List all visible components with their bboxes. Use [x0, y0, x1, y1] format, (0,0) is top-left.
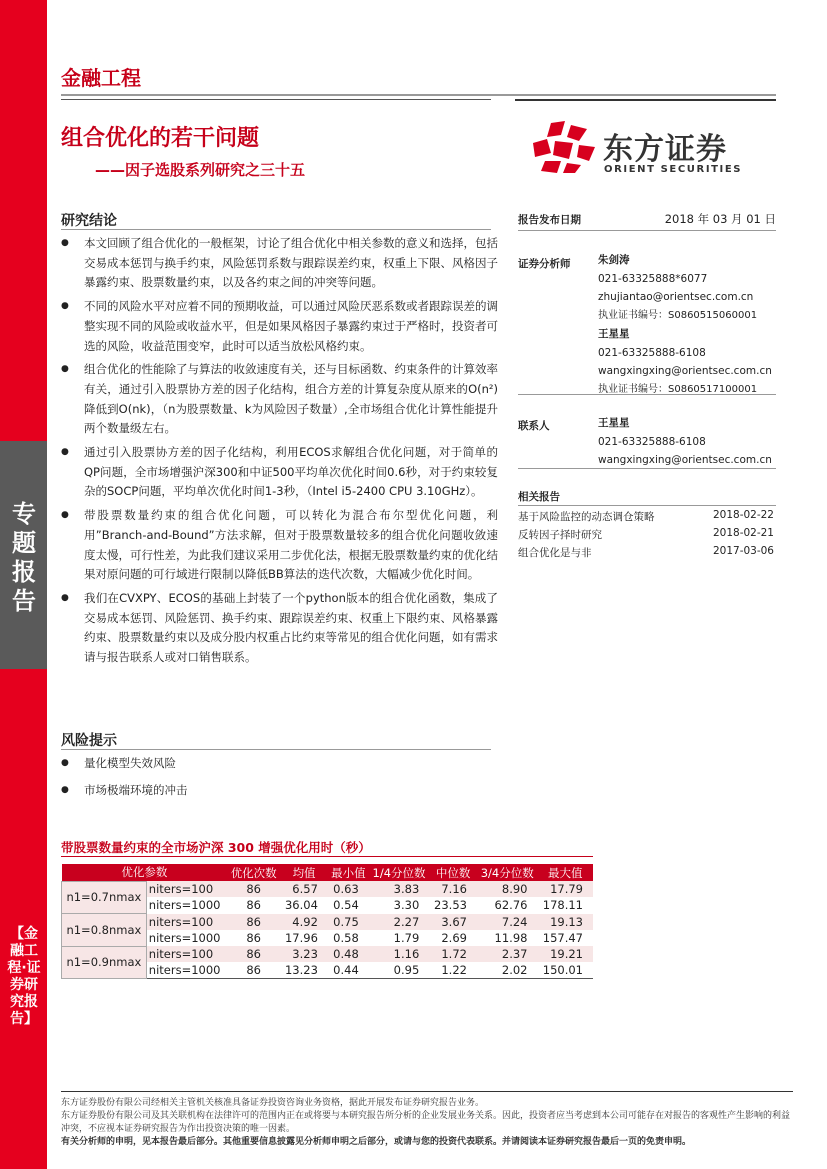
risk-list	[61, 754, 498, 807]
header-divider	[61, 94, 776, 96]
table-cell: 11.98	[477, 930, 538, 946]
table-cell: 8.90	[477, 881, 538, 897]
conclusion-item: ● 带股票数量约束的组合优化问题，可以转化为混合布尔型优化问题，利用”Branch-and-Bound”方法求解，但对于股票数量较多的组合优化问题收敛速度太慢，可行性差，为此我们建议采用二步优化法，根据无股票数量约束的优化结果对原问题的可行域进行限制以降低BB算法的迭代次数，大幅减少优化时间。	[61, 506, 498, 585]
related-report-row[interactable]	[518, 509, 776, 524]
group-label: n1=0.8nmax	[62, 914, 147, 947]
table-cell: 3.30	[369, 897, 430, 913]
table-cell: niters=100	[146, 946, 227, 962]
date-label: 报告发布日期	[518, 214, 581, 226]
table-cell: 4.92	[280, 914, 328, 930]
related-report-title[interactable]: 组合优化是与非	[518, 547, 592, 559]
group-label: n1=0.9nmax	[62, 946, 147, 979]
table-cell: 19.21	[537, 946, 593, 962]
analyst-email[interactable]: zhujiantao@orientsec.com.cn	[598, 291, 754, 303]
table-cell: 17.96	[280, 930, 328, 946]
risk-item: ● 市场极端环境的冲击	[61, 781, 498, 801]
contact-phone: 021-63325888-6108	[598, 435, 706, 448]
table-cell: 23.53	[429, 897, 477, 913]
table-cell: 13.23	[280, 962, 328, 978]
table-cell: 0.44	[328, 962, 369, 978]
group-label: n1=0.7nmax	[62, 881, 147, 914]
table-cell: 2.37	[477, 946, 538, 962]
table-cell: 62.76	[477, 897, 538, 913]
logo-divider	[515, 99, 776, 101]
related-report-row[interactable]	[518, 527, 776, 542]
title-divider	[61, 99, 491, 100]
contact-divider	[518, 468, 776, 469]
table-header-cell: 最大值	[537, 864, 593, 881]
footer-line-bold: 有关分析师的申明，见本报告最后部分。其他重要信息披露见分析师申明之后部分，或请与您的投资代表联系。并请阅读本证券研究报告最后一页的免责申明。	[61, 1137, 692, 1147]
table-cell: 6.57	[280, 881, 328, 897]
table-cell: 86	[227, 914, 280, 930]
table-cell: 0.58	[328, 930, 369, 946]
analyst-divider	[518, 394, 776, 395]
related-report-row[interactable]	[518, 545, 776, 560]
analyst-name: 王星星	[598, 328, 630, 340]
analyst-name: 朱剑涛	[598, 254, 630, 266]
footer-divider	[61, 1091, 793, 1092]
table-cell: 86	[227, 930, 280, 946]
report-type-label: 专题报告	[12, 500, 36, 615]
table-cell: 86	[227, 881, 280, 897]
table-cell: niters=1000	[146, 930, 227, 946]
contact-name: 王星星	[598, 417, 630, 429]
analyst-email[interactable]: wangxingxing@orientsec.com.cn	[598, 365, 772, 377]
table-header-cell: 中位数	[429, 864, 477, 881]
conclusion-item: ● 通过引入股票协方差的因子化结构，利用ECOS求解组合优化问题，对于简单的QP问题，全市场增强沪深300和中证500平均单次优化时间0.6秒，对于约束较复杂的SOCP问题，平均单次优化时间1-3秒，（Intel i5-2400 CPU 3.10GHz）。	[61, 443, 498, 502]
table-title: 带股票数量约束的全市场沪深 300 增强优化用时（秒）	[61, 840, 371, 855]
table-cell: 0.63	[328, 881, 369, 897]
page-subtitle: ——因子选股系列研究之三十五	[95, 161, 306, 179]
table-header-cell: 优化参数	[62, 864, 228, 881]
analyst-phone: 021-63325888-6108	[598, 346, 706, 359]
table-header-cell: 1/4分位数	[369, 864, 430, 881]
table-header-cell: 最小值	[328, 864, 369, 881]
table-cell: 19.13	[537, 914, 593, 930]
related-report-title[interactable]: 基于风险监控的动态调仓策略	[518, 511, 655, 523]
footer-line: 东方证券股份有限公司经相关主管机关核准具备证券投资咨询业务资格，据此开展发布证券研究报告业务。	[61, 1098, 485, 1108]
contact-email[interactable]: wangxingxing@orientsec.com.cn	[598, 454, 772, 466]
table-cell: 0.75	[328, 914, 369, 930]
related-divider	[518, 505, 776, 506]
contact-label: 联系人	[518, 420, 550, 432]
conclusion-divider	[61, 229, 491, 230]
table-cell: 0.54	[328, 897, 369, 913]
table-cell: 3.83	[369, 881, 430, 897]
logo-text-en: ORIENT SECURITIES	[604, 164, 743, 175]
risk-heading: 风险提示	[61, 733, 117, 749]
analyst-cert: 执业证书编号：S0860515060001	[598, 309, 758, 321]
orient-logo-icon	[531, 121, 597, 173]
table-header-row	[62, 864, 594, 881]
footer-disclaimer	[61, 1097, 793, 1149]
conclusion-list	[61, 234, 498, 672]
date-value: 2018 年 03 月 01 日	[664, 212, 776, 226]
category-label: 金融工程	[61, 66, 141, 90]
footer-line: 东方证券股份有限公司及其关联机构在法律许可的范围内正在或将要与本研究报告所分析的企业发展业务关系。因此，投资者应当考虑到本公司可能存在对报告的客观性产生影响的利益冲突，不应视本证券研究报告为作出投资决策的唯一因素。	[61, 1111, 791, 1134]
table-cell: 178.11	[537, 897, 593, 913]
table-cell: 2.02	[477, 962, 538, 978]
table-cell: 1.16	[369, 946, 430, 962]
table-cell: 1.79	[369, 930, 430, 946]
table-cell: niters=100	[146, 914, 227, 930]
table-cell: 86	[227, 897, 280, 913]
table-cell: 3.23	[280, 946, 328, 962]
date-divider	[518, 230, 776, 231]
related-report-title[interactable]: 反转因子择时研究	[518, 529, 602, 541]
contact-block	[598, 414, 778, 470]
table-header-cell: 均值	[280, 864, 328, 881]
table-row	[62, 914, 594, 930]
logo-text-cn: 东方证券	[603, 132, 727, 167]
table-cell: 86	[227, 946, 280, 962]
table-header-cell: 优化次数	[227, 864, 280, 881]
related-report-date: 2018-02-21	[712, 527, 774, 539]
table-cell: 2.69	[429, 930, 477, 946]
table-row	[62, 881, 594, 897]
table-cell: 1.22	[429, 962, 477, 978]
table-cell: 0.95	[369, 962, 430, 978]
risk-item: ● 量化模型失效风险	[61, 754, 498, 774]
analyst-cert: 执业证书编号：S0860517100001	[598, 383, 758, 395]
table-cell: 1.72	[429, 946, 477, 962]
conclusion-item: ● 组合优化的性能除了与算法的收敛速度有关，还与目标函数、约束条件的计算效率有关，通过引入股票协方差的因子化结构，组合方差的计算复杂度从原来的O(n²)降低到O(nk)，（n为股票数量、k为风险因子数量）,全市场组合优化计算性能提升两个数量级左右。	[61, 360, 498, 439]
table-row	[62, 946, 594, 962]
table-cell: 36.04	[280, 897, 328, 913]
related-report-date: 2018-02-22	[712, 509, 774, 521]
table-cell: 150.01	[537, 962, 593, 978]
table-cell: 7.24	[477, 914, 538, 930]
table-title-divider	[61, 856, 593, 857]
table-cell: 7.16	[429, 881, 477, 897]
table-cell: niters=1000	[146, 962, 227, 978]
analyst-block	[598, 251, 778, 399]
conclusion-item: ● 我们在CVXPY、ECOS的基础上封装了一个python版本的组合优化函数，集成了交易成本惩罚、风险惩罚、换手约束、跟踪误差约束、权重上下限约束、风格暴露约束、股票数量约束以及成分股内权重占比约束等常见的组合优化问题，如有需求请与报告联系人或对口销售联系。	[61, 589, 498, 668]
conclusion-item: ● 本文回顾了组合优化的一般框架，讨论了组合优化中相关参数的意义和选择，包括交易成本惩罚与换手约束，风险惩罚系数与跟踪误差约束，权重上下限、风格因子暴露约束、股票数量约束，以及各约束之间的冲突等问题。	[61, 234, 498, 293]
table-cell: 3.67	[429, 914, 477, 930]
table-cell: 157.47	[537, 930, 593, 946]
table-cell: 86	[227, 962, 280, 978]
timing-table	[61, 864, 593, 979]
table-cell: 2.27	[369, 914, 430, 930]
table-header-cell: 3/4分位数	[477, 864, 538, 881]
table-cell: 0.48	[328, 946, 369, 962]
related-report-date: 2017-03-06	[712, 545, 774, 557]
related-label: 相关报告	[518, 491, 560, 503]
table-cell: niters=100	[146, 881, 227, 897]
conclusion-item: ● 不同的风险水平对应着不同的预期收益，可以通过风险厌恶系数或者跟踪误差的调整实现不同的风险或收益水平，但是如果风格因子暴露约束过于严格时，投资者可选的风险，收益范围变窄，此时可以适当放松风格约束。	[61, 297, 498, 356]
report-series-label: 【金融工程·证券研究报告】	[7, 926, 41, 1027]
table-cell: 17.79	[537, 881, 593, 897]
conclusion-heading: 研究结论	[61, 213, 117, 229]
page-title: 组合优化的若干问题	[61, 126, 260, 151]
analyst-phone: 021-63325888*6077	[598, 272, 708, 285]
table-cell: niters=1000	[146, 897, 227, 913]
risk-divider	[61, 749, 491, 750]
analyst-label: 证券分析师	[518, 258, 571, 270]
